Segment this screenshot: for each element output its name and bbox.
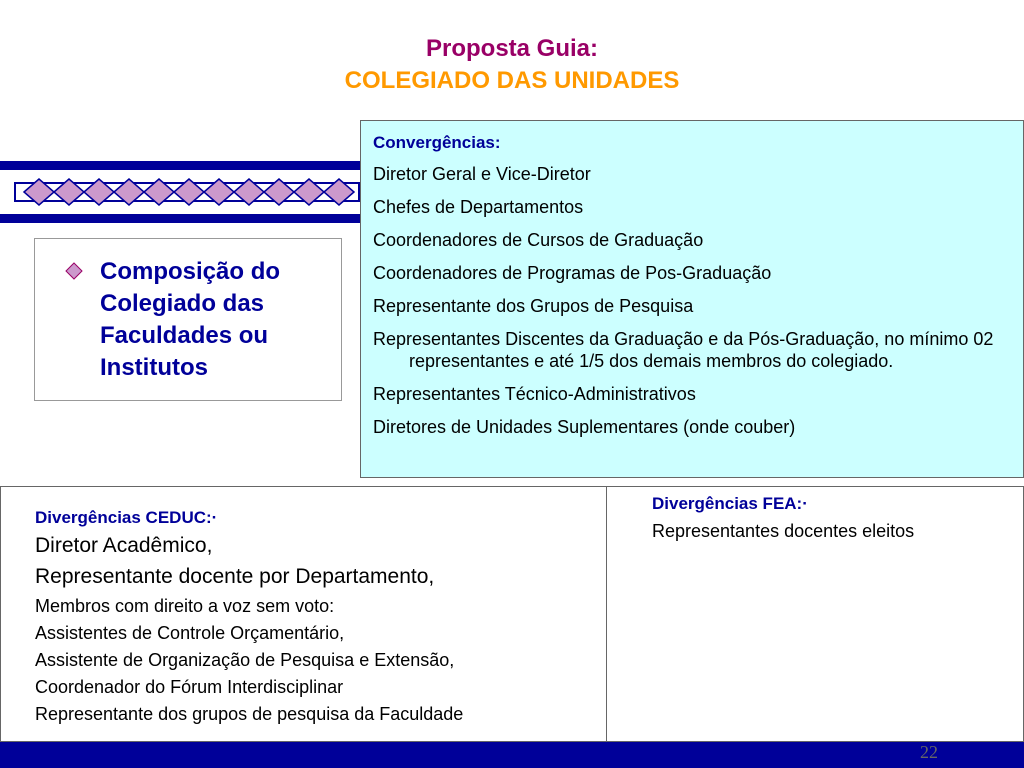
divergences-panel: [0, 486, 1024, 742]
composition-text: Composição do Colegiado das Faculdades ou Institutos: [100, 258, 281, 381]
list-item: Representantes Técnico-Administrativos: [373, 384, 696, 404]
ceduc-line: Diretor Acadêmico,: [35, 534, 213, 557]
ceduc-line: Representante docente por Departamento,: [35, 565, 435, 588]
list-item: Coordenadores de Cursos de Graduação: [373, 230, 704, 250]
list-item: Diretores de Unidades Suplementares (onde couber): [373, 417, 796, 437]
list-item: Diretor Geral e Vice-Diretor: [373, 164, 591, 184]
diamond-bullet-icon: [65, 262, 83, 280]
slide-title: Proposta Guia:: [425, 35, 599, 62]
decorative-band-top: [0, 161, 360, 170]
decorative-band-bottom: [0, 214, 360, 223]
list-item: Representantes Discentes da Graduação e da Pós-Graduação, no mínimo 02 representantes e até 1/5 dos demais membros do colegiado.: [373, 329, 994, 371]
column-divider: [606, 487, 607, 743]
ceduc-line: Assistente de Organização de Pesquisa e Extensão,: [35, 650, 455, 670]
fea-title: Divergências FEA:·: [652, 494, 808, 513]
page-number: 22: [920, 742, 938, 762]
convergences-list: [373, 163, 1018, 449]
footer-bar: [0, 742, 1024, 768]
list-item: Chefes de Departamentos: [373, 197, 584, 217]
ceduc-line: Coordenador do Fórum Interdisciplinar: [35, 677, 344, 697]
ceduc-line: Membros com direito a voz sem voto:: [35, 596, 335, 616]
convergences-box: [360, 120, 1024, 478]
ceduc-line: Assistentes de Controle Orçamentário,: [35, 623, 345, 643]
ceduc-title: Divergências CEDUC:·: [35, 508, 218, 527]
ceduc-line: Representante dos grupos de pesquisa da Faculdade: [35, 704, 464, 724]
fea-text: Representantes docentes eleitos: [652, 521, 915, 541]
composition-box: [34, 238, 342, 401]
list-item: Coordenadores de Programas de Pos-Graduação: [373, 263, 772, 283]
list-item: Representante dos Grupos de Pesquisa: [373, 296, 694, 316]
convergences-title: Convergências:: [373, 133, 501, 152]
diamond-chain-icon: [14, 176, 360, 208]
slide-subtitle: COLEGIADO DAS UNIDADES: [344, 67, 680, 94]
